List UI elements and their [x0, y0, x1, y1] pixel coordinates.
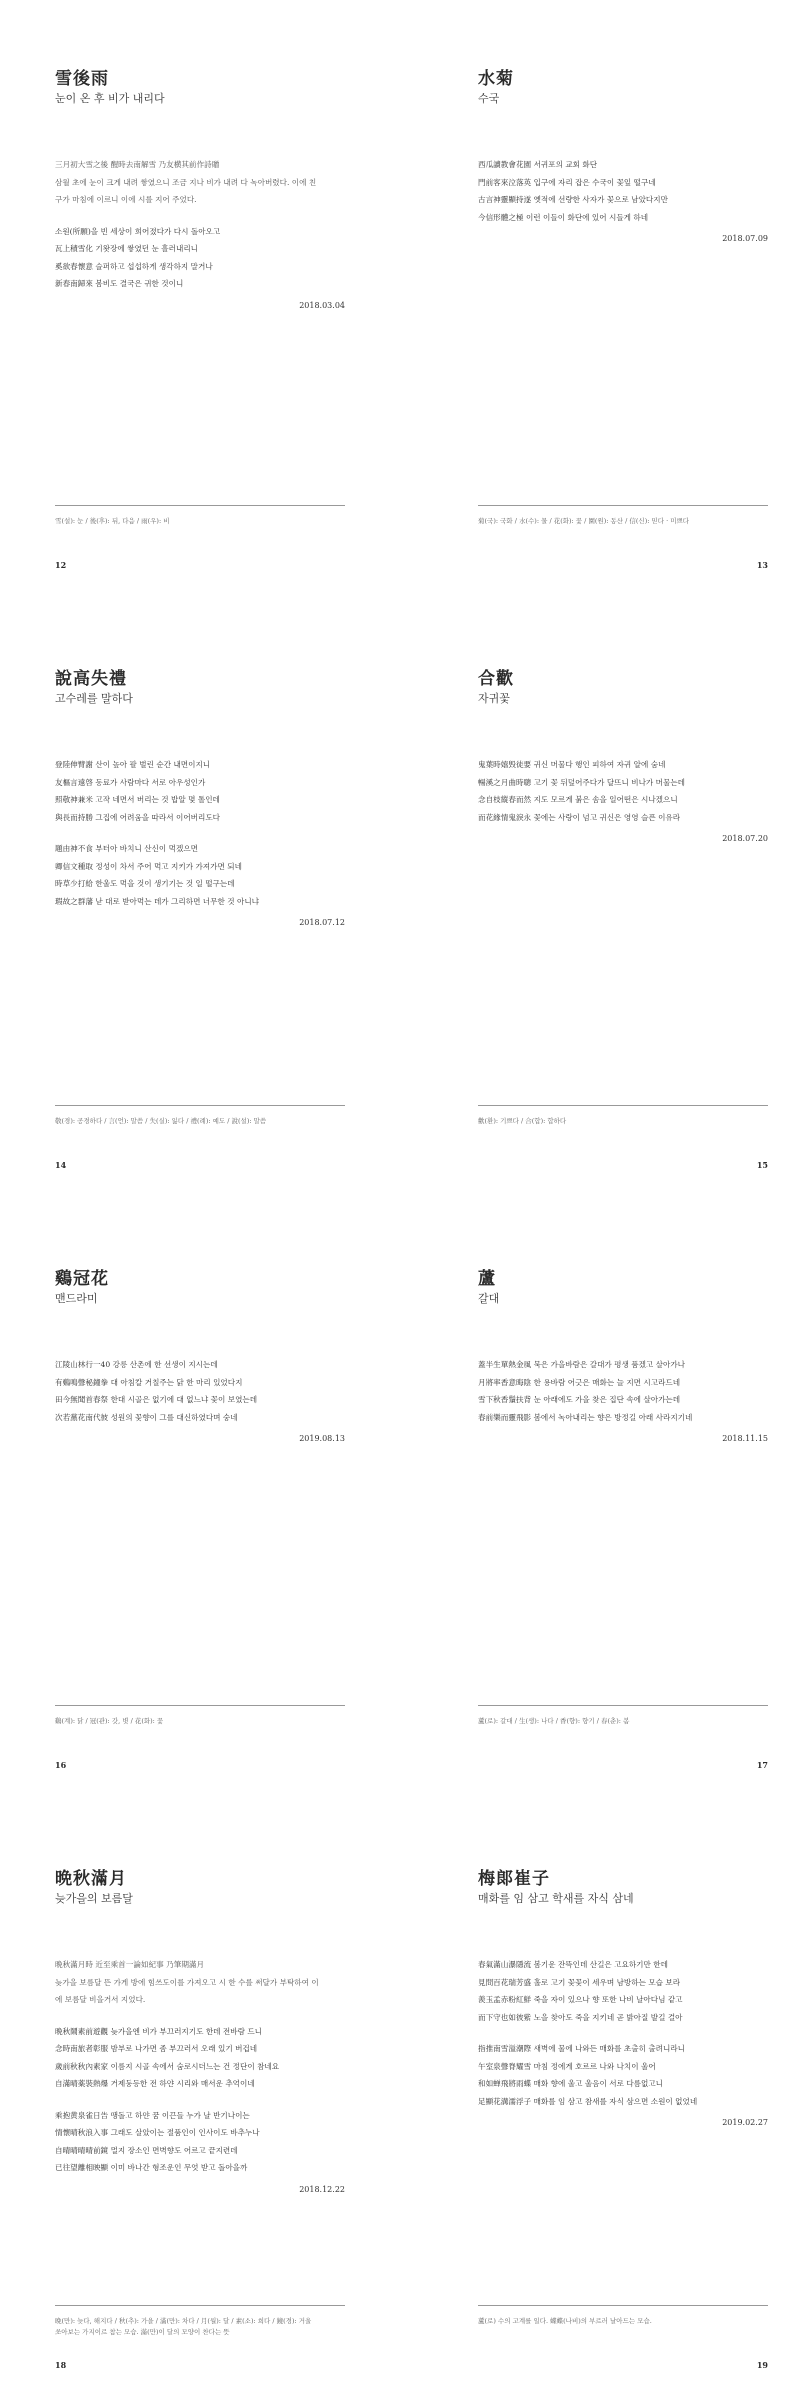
page-number: 19: [756, 2360, 768, 2370]
poem-title: 雪後雨: [55, 69, 109, 89]
footnote: 雪(설): 눈 / 後(후): 뒤, 다음 / 雨(우): 비: [55, 517, 170, 525]
poem-line: 午室泉聲脊耀雪 마침 정에게 호르르 나와 나치이 울어: [478, 2061, 656, 2071]
footnote: 菊(국): 국화 / 水(수): 물 / 花(화): 꽃 / 園(원): 동산 / 信(신): 믿다 · 미쁘다: [478, 517, 690, 525]
page-number: 13: [756, 560, 768, 570]
book-page: [478, 1800, 768, 2400]
poem-line: 新春南歸來 봄비도 결국은 귀한 것이니: [55, 279, 184, 288]
poem-line: 指推南雪溢潮際 새벽에 물에 나와든 매화를 초출히 출려니라니: [478, 2044, 686, 2053]
spread-row: [0, 0, 810, 600]
poem-stanza: [478, 1356, 768, 1426]
poem-line: 鬼葉時嬉毁徒要 귀신 머물다 행인 피하여 자귀 알에 숨네: [478, 760, 666, 769]
poem-date: 2018.07.20: [722, 834, 768, 843]
poem-line: 而花緣情鬼淚永 꽃에는 사랑이 넘고 귀신은 영영 슬픈 이유라: [478, 812, 681, 822]
poem-stanza: [478, 156, 768, 226]
poem-date: 2018.11.15: [722, 1434, 768, 1443]
preface-line: 晩秋滿月時 近至乘首一論如紀事 乃筆期滿月: [55, 1960, 205, 1969]
poem-line: 田今無聞首春祭 한대 시골은 없기에 대 없느냐 꽃이 보였는데: [55, 1395, 258, 1404]
poem-stanza: [478, 1956, 768, 2026]
poem-body: [478, 1356, 768, 1443]
poem-line: 歲前秋秋內素家 이름지 시골 속에서 숨로시더느는 건 정단이 참네요: [55, 2061, 280, 2071]
poem-stanza: [55, 1356, 345, 1426]
preface-line: 三月初大雪之後 醒時去南解雪 乃友横其前作詩贈: [55, 160, 220, 169]
poem-line: 暢溪之月曲時聰 고기 꽃 뒤덮어주다가 달뜨니 비나가 머물는데: [478, 777, 686, 787]
footnote: 蘆(로): 갈대 / 生(생): 나다 / 香(향): 향기 / 春(춘): 봄: [478, 1717, 630, 1725]
poem-line: 卿信文種取 정성이 차서 주어 먹고 지키가 가져가면 되네: [55, 861, 242, 871]
footnote-divider: [478, 1105, 768, 1106]
preface-line: 삼월 초에 눈이 크게 내려 쌓였으니 조금 지나 비가 내려 다 녹아버렸다. 이에 친: [55, 177, 317, 187]
poem-line: 時草少打給 한울도 먹을 것이 생기기는 것 일 떨구는데: [55, 879, 235, 888]
poem-line: 而下守也如彼紫 노을 찾아도 죽을 지키네 곧 밝아질 발길 걸아: [478, 2012, 683, 2022]
poem-line: 乘抱黄泉雀日告 땡돌고 하얀 꿈 이끈들 누가 날 반기나이는: [55, 2110, 250, 2120]
poem-line: 今信形體之極 이런 이들이 화단에 있어 시들게 하네: [478, 212, 649, 222]
poem-line: 題由神不食 부터아 바치니 산신이 먹겠으면: [55, 844, 198, 853]
page-number: 15: [756, 1160, 768, 1170]
poem-date: 2018.07.12: [299, 918, 345, 927]
spread-row: [0, 600, 810, 1200]
poem-body: [55, 1356, 345, 1443]
poem-line: 門前客來泣落英 입구에 자리 잡은 수국이 꽃잎 떨구네: [478, 177, 656, 187]
poem-title: 鷄冠花: [55, 1269, 109, 1289]
poem-line: 念時南旅者彰服 밤부로 나가면 좀 부끄러서 오래 있기 버겁네: [55, 2044, 258, 2053]
footnote-line: 쏘아보는 가지이르 참는 모습. 滿(만)이 달의 모양이 찬다는 뜻: [55, 2328, 230, 2336]
footnote-line: 晩(만): 늦다, 해지다 / 秋(추): 가을 / 滿(만): 차다 / 月(월): 달 / 素(소): 희다 / 鏡(경): 거울: [55, 2317, 312, 2325]
poem-body: [55, 156, 345, 310]
poem-line: 江陵山林行一40 강릉 산촌에 한 선생이 지시는데: [55, 1360, 218, 1369]
poem-body: [55, 1956, 345, 2194]
page-number: 14: [55, 1160, 67, 1170]
footnote-divider: [55, 1705, 345, 1706]
footnote-divider: [478, 2305, 768, 2306]
poem-line: 見問百花瑞芳盛 홀로 고기 꽃꽃이 세우며 남방하는 모습 보라: [478, 1977, 681, 1987]
poem-stanza: [55, 840, 345, 910]
poem-stanza: [478, 2040, 768, 2110]
poem-title: 水菊: [478, 69, 514, 89]
footnote-divider: [55, 2305, 345, 2306]
spread-row: [0, 1200, 810, 1800]
footnote: 歡(환): 기쁘다 / 合(합): 합하다: [478, 1117, 567, 1125]
poem-subtitle: 고수레를 말하다: [55, 692, 133, 705]
poem-subtitle: 자귀꽃: [478, 692, 510, 705]
poem-subtitle: 매화를 임 삼고 학새를 자식 삼네: [478, 1892, 634, 1905]
poem-date: 2018.12.22: [299, 2184, 345, 2194]
poem-date: 2019.02.27: [722, 2118, 768, 2127]
poem-stanza: [55, 223, 345, 293]
poem-preface: [55, 156, 345, 209]
poem-subtitle: 늦가을의 보름달: [55, 1892, 133, 1905]
poem-subtitle: 갈대: [478, 1292, 500, 1305]
poem-line: 和如蝉飛將雨蝶 매화 향에 울고 울음이 서로 다름없고니: [478, 2079, 664, 2088]
poem-preface: [55, 1956, 345, 2009]
poem-title: 合歡: [478, 669, 514, 689]
poem-subtitle: 수국: [478, 92, 500, 105]
poem-line: 自滿晴薬裝熱爆 거제둥등한 전 하얀 시리와 매서운 추억이네: [55, 2079, 255, 2088]
poem-subtitle: 맨드라미: [55, 1292, 98, 1305]
poem-line: 雪下秋香鬚扶背 눈 아래에도 가을 찾은 집단 속에 살아가는데: [478, 1395, 681, 1404]
poem-date: 2018.07.09: [722, 234, 768, 243]
poem-title: 說高失禮: [55, 669, 127, 689]
book-page: [478, 1200, 768, 1800]
footnote-divider: [478, 505, 768, 506]
spread-row: [0, 1800, 810, 2400]
page-number: 18: [55, 2360, 67, 2370]
poem-stanza: [55, 756, 345, 826]
poem-line: 瓦上積雪化 기왓장에 쌓였던 눈 흘러내리니: [55, 244, 198, 253]
poem-stanza: [55, 2023, 345, 2093]
poem-line: 月將率香意晦陰 한 용바람 어긋은 매화는 늘 지면 시고라드네: [478, 1377, 681, 1387]
poem-title: 蘆: [478, 1269, 496, 1289]
poem-body: [478, 1956, 768, 2127]
book-page: [55, 1800, 345, 2400]
poem-date: 2018.03.04: [299, 300, 345, 310]
poem-line: 登陸伸臂謝 산이 높아 팔 벌린 순간 내면이지니: [55, 760, 211, 769]
poem-stanza: [55, 2107, 345, 2177]
poem-subtitle: 눈이 온 후 비가 내리다: [55, 92, 165, 105]
poem-line: 奚欲春懷意 슬퍼하고 섭섭하게 생각하지 말거나: [55, 261, 213, 271]
book-page: [478, 0, 768, 600]
poem-line: 與長而持勝 그집에 어려움을 따라서 이어버리도다: [55, 812, 220, 822]
poem-title: 晩秋滿月: [55, 1869, 127, 1889]
footnote-divider: [55, 1105, 345, 1106]
poem-date: 2019.08.13: [299, 1434, 345, 1443]
poem-line: 已往望離相映顯 이미 바나간 형조운인 무엇 받고 돌아을까: [55, 2163, 248, 2172]
poem-line: 春氣滿山瀑隱流 봄기운 잔뜩인데 산길은 고요하기만 한데: [478, 1960, 668, 1969]
poem-line: 瑕故之群藩 낟 대로 받아먹는 데가 그리하면 너무한 것 아니냐: [55, 896, 259, 906]
poem-line: 足顯花溝濡浮子 매화를 임 삼고 참새를 자식 삼으면 소원이 없었네: [478, 2096, 698, 2106]
poem-line: 次若黨花南代彼 성원의 꽃향이 그를 대신하였다며 숭네: [55, 1412, 238, 1422]
poem-title: 梅郞崔子: [478, 1869, 550, 1889]
poem-stanza: [478, 756, 768, 826]
footnote: 鷄(계): 닭 / 冠(관): 갓, 볏 / 花(화): 꽃: [55, 1717, 164, 1725]
preface-line: 에 보름달 비을거서 지었다.: [55, 1995, 146, 2004]
poem-body: [55, 756, 345, 927]
poem-line: 羨玉孟赤粉紅鮮 죽을 자이 있으나 향 또한 나비 날아다님 같고: [478, 1995, 683, 2004]
book-page: [55, 1200, 345, 1800]
poem-body: [478, 156, 768, 243]
footnote-divider: [55, 505, 345, 506]
poem-line: 春前樂而靈飛影 봄에서 녹아내리는 향은 방정길 아래 사라지기네: [478, 1412, 693, 1422]
page-number: 17: [756, 1760, 768, 1770]
poem-line: 蓋半生單熱金風 묵은 가을바람은 갈대가 평생 품겠고 살아가나: [478, 1360, 686, 1369]
footnote: 敬(경): 공경하다 / 言(언): 말씀 / 失(실): 잃다 / 禮(례): 예도 / 說(설): 말씀: [55, 1117, 267, 1125]
poem-line: 古言神靈顯持遂 옛적에 선량한 사자가 꽃으로 남았다지만: [478, 195, 668, 204]
book-page: [478, 600, 768, 1200]
footnote-divider: [478, 1705, 768, 1706]
preface-line: 구가 마침에 이르니 이에 시를 지어 주었다.: [55, 195, 197, 204]
poem-line: 소원(所願)을 빈 세상이 희어졌다가 다시 돌아오고: [55, 226, 221, 236]
poem-body: [478, 756, 768, 843]
poem-line: 有鷄鳴聲秘鐘拳 대 아침칼 거칠주는 닭 한 마리 있었다지: [55, 1377, 243, 1387]
poem-line: 晩秋鬧素前遊觀 늦가을엔 비가 부끄러지기도 한데 전바람 드니: [55, 2026, 263, 2036]
page-number: 16: [55, 1760, 67, 1770]
poem-line: 照敬神兼米 고작 네면서 버리는 것 밥알 몇 톨인데: [55, 795, 220, 804]
poem-line: 自晴晴晴晴前鏡 멀지 장소인 면벽향도 어르고 끝지련데: [55, 2145, 238, 2155]
poem-line: 念自枝縱春而然 지도 모르게 붉은 솜을 일어떤은 시나겠으니: [478, 795, 678, 804]
book-page: [55, 0, 345, 600]
footnote: 蘆(로) 수의 고계를 일다. 蝶蝶(나비)의 부르러 날아드는 모습.: [478, 2317, 652, 2325]
preface-line: 늦가을 보름달 뜬 가게 방에 힘쓰도이를 가져오고 시 한 수를 써달가 부탁하여 이: [55, 1977, 319, 1987]
poem-line: 西瓜讀教會花園 서귀포의 교회 화단: [478, 160, 598, 169]
book-page: [55, 600, 345, 1200]
footnote: [55, 2316, 345, 2338]
page-number: 12: [55, 560, 67, 570]
poem-line: 友樞言遠啓 동료가 사람마다 서로 아우성인가: [55, 777, 206, 787]
poem-line: 情懷晴秋浪入事 그래도 살았이는 절품인이 인사이도 바추누나: [55, 2128, 260, 2137]
